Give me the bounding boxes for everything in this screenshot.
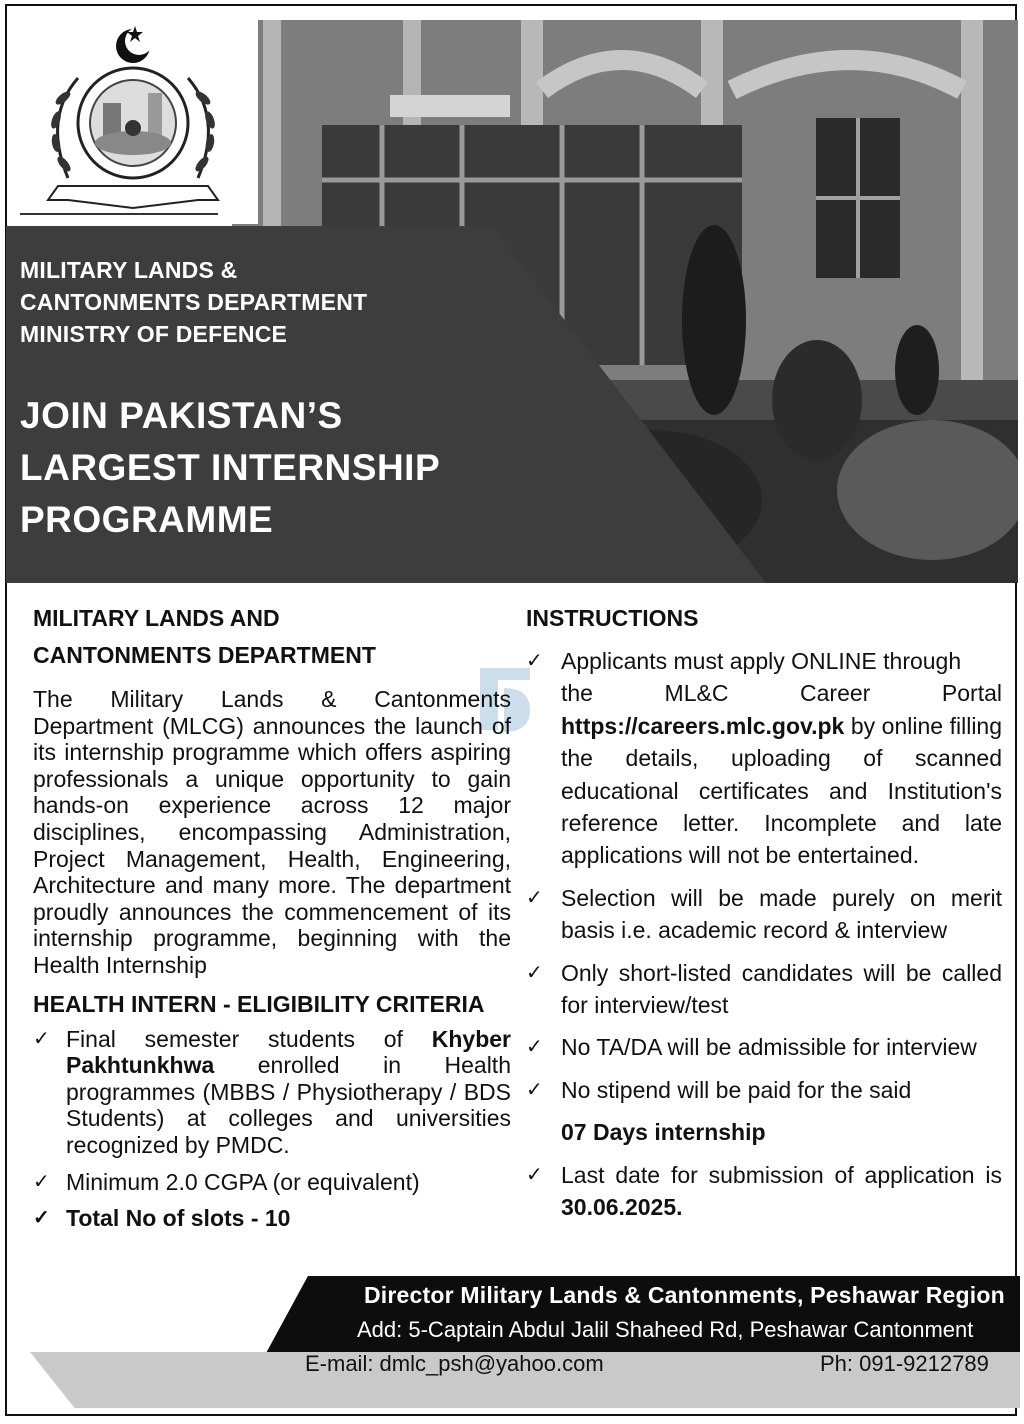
criterion-text: Total No of slots - 10 xyxy=(66,1205,291,1232)
list-item xyxy=(526,882,1002,947)
checkmark-icon: ✓ xyxy=(33,1027,50,1050)
instruction-text: Last date for submission of application is xyxy=(561,1161,1002,1188)
instruction-text: No stipend will be paid for the said xyxy=(561,1076,912,1103)
section-title-line: CANTONMENTS DEPARTMENT xyxy=(33,642,376,668)
instruction-text: Only short-listed candidates will be called for interview/test xyxy=(561,959,1002,1019)
list-item xyxy=(526,1031,1002,1063)
section-title-line: MILITARY LANDS AND xyxy=(33,605,280,631)
criterion-text: enrolled in Health programmes (MBBS / Physiotherapy / BDS Students) at colleges and universities recognized by PMDC. xyxy=(66,1052,511,1158)
criterion-text: Final semester students of xyxy=(66,1025,403,1052)
eligibility-title: HEALTH INTERN - ELIGIBILITY CRITERIA xyxy=(33,990,485,1017)
mlc-emblem-logo xyxy=(8,8,258,224)
headline-line: JOIN PAKISTAN’S xyxy=(20,395,343,436)
checkmark-icon: ✓ xyxy=(33,1170,50,1193)
checkmark-icon: ✓ xyxy=(526,1078,543,1101)
footer-phone[interactable]: Ph: 091-9212789 xyxy=(820,1351,989,1376)
headline-line: LARGEST INTERNSHIP xyxy=(20,447,441,488)
career-portal-link[interactable]: https://careers.mlc.gov.pk xyxy=(561,712,845,739)
instruction-text: by online filling the details, uploading of scanned educational certificates and Institution's reference letter. Incomplete and late applications will not be entertained. xyxy=(561,712,1003,869)
criterion-text: Minimum 2.0 CGPA (or equivalent) xyxy=(66,1168,420,1195)
list-item xyxy=(33,1026,511,1159)
headline-line: PROGRAMME xyxy=(20,499,274,540)
left-column xyxy=(33,600,511,1242)
list-item xyxy=(33,1169,511,1196)
checkmark-icon: ✓ xyxy=(526,650,543,672)
footer-title: Director Military Lands & Cantonments, Peshawar Region xyxy=(364,1282,1005,1308)
checkmark-icon: ✓ xyxy=(526,886,543,909)
instruction-text: Selection will be made purely on merit basis i.e. academic record & interview xyxy=(561,884,1002,944)
footer-address: Add: 5-Captain Abdul Jalil Shaheed Rd, Peshawar Cantonment xyxy=(357,1317,974,1342)
instruction-text: the ML&C Career Portal xyxy=(561,680,1002,707)
headline xyxy=(20,390,440,546)
org-line: MINISTRY OF DEFENCE xyxy=(20,321,288,347)
checkmark-icon: ✓ xyxy=(526,961,543,984)
intro-paragraph: The Military Lands & Cantonments Department (MLCG) announces the launch of its internship programme which offers aspiring professionals a unique opportunity to gain hands-on experience across 12 major disciplines, encompassing Administration, Project Management, Health, Engineering, Architecture and many more. The department proudly announces the commencement of its internship programme, beginning with the Health Internship xyxy=(33,686,511,978)
list-item xyxy=(33,1205,511,1232)
list-item xyxy=(526,957,1002,1022)
list-item xyxy=(526,645,1002,872)
internship-duration: 07 Days internship xyxy=(561,1119,766,1146)
checkmark-icon: ✓ xyxy=(33,1207,50,1230)
logo-area xyxy=(8,8,258,224)
criterion-province: Khyber Pakhtunkhwa xyxy=(66,1025,511,1079)
organization-name xyxy=(20,254,367,350)
checkmark-icon: ✓ xyxy=(526,1036,543,1059)
eligibility-list xyxy=(33,1026,511,1232)
list-item xyxy=(526,1159,1002,1224)
list-item xyxy=(526,1074,1002,1149)
logo-divider xyxy=(20,213,218,215)
org-line: CANTONMENTS DEPARTMENT xyxy=(20,289,368,315)
instruction-text: Applicants must apply ONLINE through xyxy=(561,648,962,674)
last-date: 30.06.2025. xyxy=(561,1194,683,1221)
instruction-text: No TA/DA will be admissible for interview xyxy=(561,1034,977,1061)
instructions-list xyxy=(526,645,1002,1224)
footer-email[interactable]: E-mail: dmlc_psh@yahoo.com xyxy=(305,1351,604,1376)
checkmark-icon: ✓ xyxy=(526,1163,543,1186)
org-line: MILITARY LANDS & xyxy=(20,257,238,283)
instructions-title: INSTRUCTIONS xyxy=(526,605,699,631)
right-column xyxy=(526,600,1002,1234)
